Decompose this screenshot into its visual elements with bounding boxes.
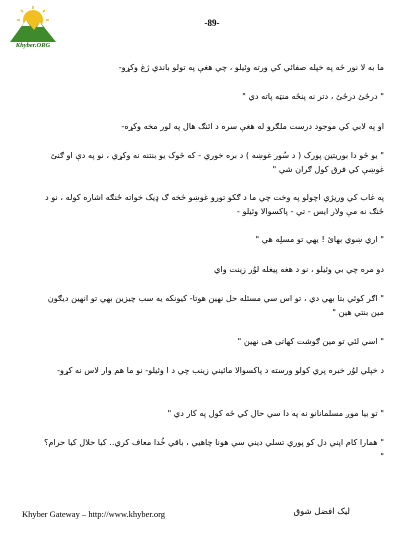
logo-text: Khyber.ORG	[15, 42, 51, 49]
khyber-logo	[8, 6, 58, 54]
paragraph: " يو څو دا بوريتين پورک ( د سُور غوښه ) د بره خوري - که څوک يو بنتنه نه وکړي ، نو په دې او ګنئ غوښې کي فرق کول ګران شي "	[50, 150, 384, 174]
footer-author: ليک افضل شوق	[293, 507, 350, 517]
paragraph: " اسي لئي تو مين ګوشت کهاتی هی نهين "	[237, 336, 384, 346]
paragraph: " تو بيا موږ مسلمانانو نه په دا سي حال کي څه کول په کار دي "	[167, 408, 384, 418]
paragraph: د خپلي لوُر خبره پري کولو ورسته د پاکسوالا مائيني زينب چي د ا وئيلو- نو ما هم وار لاس نه کړو-	[57, 365, 384, 375]
mountain-sun-icon	[8, 6, 58, 46]
paragraph: ما به لا نور څه په خپله صفائي کي ورته وئيلو ، چي ھغې په تولو باندي ژغ وکړو-	[118, 62, 384, 72]
paragraph: او په لابي کي موجود درست ملګرو له ھغې سره د ائنګ ھال په لور مخه وکړه-	[121, 121, 384, 131]
footer-source: Khyber Gateway – http://www.khyber.org	[22, 509, 166, 519]
paragraph: " اري ښوي بهائ ! يهي تو مسلِه هي "	[255, 234, 384, 244]
page-content	[38, 60, 384, 490]
paragraph: " اګر کوئي بتا بهي دي ، تو اس سي مسئله حل نهين هوتا- کيونکه يه سب چيزين بهي تو انهين ديګون مين بنتي هين "	[47, 293, 384, 317]
paragraph: " همارا کام اپني دل کو پوري تسلي ديني سي هونا چاهيي ، باقي خُدا معاف کري.. کيا حلال کيا حرام؟ "	[43, 437, 384, 461]
paragraph: په غاب کي وريژي اچولو په وخت چي ما د ګکو تورو غوښو څخه ګ ډيک خواته ځنګه اشاره کوله ، نو د ځنګ نه مې ولار ايس - تي - پاکسوالا وئيلو -	[44, 192, 384, 216]
paragraph: دو مره چي بي وئيلو ، نو د ھغه پيغله لوُر زينت واي	[214, 264, 384, 274]
paragraph: " درځئ درځئ ، دتر نه پنځه منټه پاته دي "	[242, 91, 384, 101]
page-number: -89-	[204, 18, 220, 28]
